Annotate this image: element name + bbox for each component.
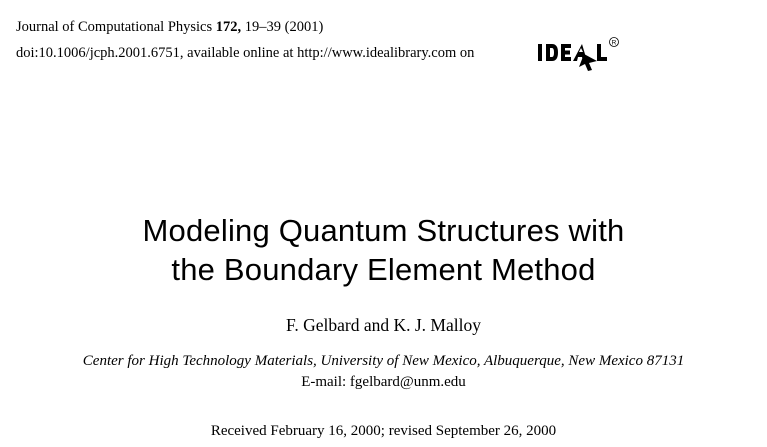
journal-pages-year: 19–39 (2001) <box>241 19 324 35</box>
journal-citation <box>16 18 323 36</box>
email: E-mail: fgelbard@unm.edu <box>301 374 466 390</box>
authors: F. Gelbard and K. J. Malloy <box>286 315 481 335</box>
ideal-logo <box>537 36 621 72</box>
affiliation: Center for High Technology Materials, University of New Mexico, Albuquerque, New Mexico 87131 <box>82 353 685 369</box>
svg-text:R: R <box>611 39 617 47</box>
journal-name: Journal of Computational Physics <box>16 19 216 35</box>
journal-volume: 172, <box>215 19 242 35</box>
received-dates: Received February 16, 2000; revised September 26, 2000 <box>210 423 557 439</box>
paper-title-line-1: Modeling Quantum Structures with <box>142 213 625 248</box>
doi-line: doi:10.1006/jcph.2001.6751, available online at http://www.idealibrary.com on <box>16 45 475 61</box>
paper-title-line-2: the Boundary Element Method <box>171 252 596 287</box>
